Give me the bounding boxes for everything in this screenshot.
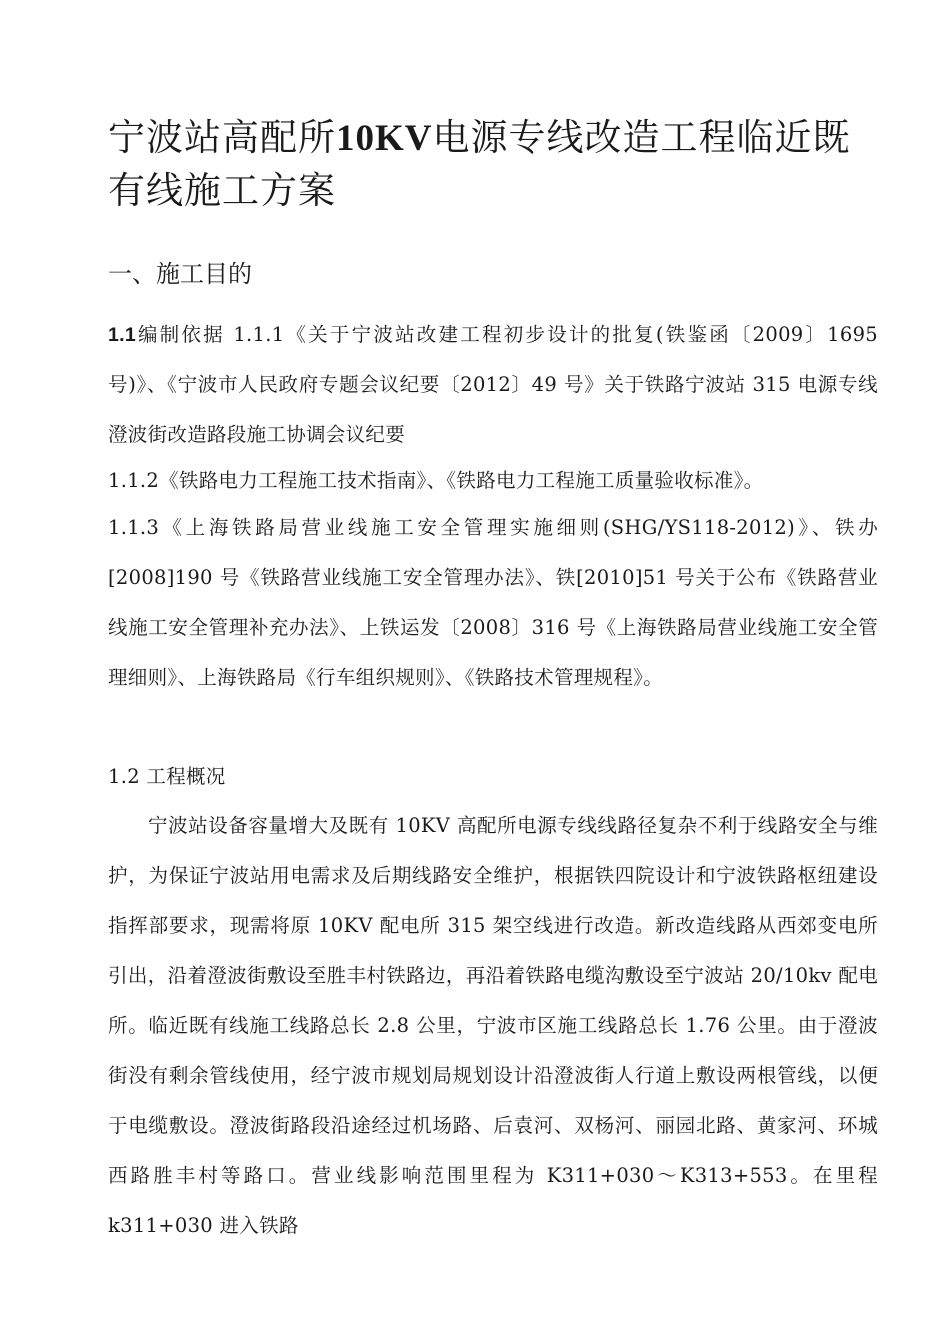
subsection-heading: 1.2 工程概况 xyxy=(108,765,226,788)
paragraph-basis xyxy=(108,310,878,460)
paragraph-text: 编制依据 1.1.1《关于宁波站改建工程初步设计的批复(铁鉴函〔2009〕1695 号)》、《宁波市人民政府专题会议纪要〔2012〕49 号》关于铁路宁波站 315 电源专线澄波街改造路段施工协调会议纪要 xyxy=(108,323,878,446)
title-part-2: 电源专线改造工程临近既有线施工方案 xyxy=(108,116,851,212)
document-title xyxy=(108,112,868,217)
paragraph-regulations: 1.1.3《上海铁路局营业线施工安全管理实施细则(SHG/YS118-2012)》、铁办[2008]190 号《铁路营业线施工安全管理办法》、铁[2010]51 号关于公布《铁路营业线施工安全管理补充办法》、上铁运发〔2008〕316 号《上海铁路局营业线施工安全管理细则》、上海铁路局《行车组织规则》、《铁路技术管理规程》。 xyxy=(108,516,878,689)
title-part-1: 宁波站高配所 xyxy=(108,116,336,159)
paragraph-overview: 宁波站设备容量增大及既有 10KV 高配所电源专线线路径复杂不利于线路安全与维护，为保证宁波站用电需求及后期线路安全维护，根据铁四院设计和宁波铁路枢纽建设指挥部要求，现需将原 10KV 配电所 315 架空线进行改造。新改造线路从西郊变电所引出，沿着澄波街敷设至胜丰村铁路边，再沿着铁路电缆沟敷设至宁波站 20/10kv 配电所。临近既有线施工线路总长 2.8 公里，宁波市区施工线路总长 1.76 公里。由于澄波街没有剩余管线使用，经宁波市规划局规划设计沿澄波街人行道上敷设两根管线，以便于电缆敷设。澄波街路段沿途经过机场路、后袁河、双杨河、丽园北路、黄家河、环城西路胜丰村等路口。营业线影响范围里程为 K311+030～K313+553。在里程 k311+030 进入铁路 xyxy=(108,814,878,1237)
title-voltage: 10KV xyxy=(336,118,433,159)
paragraph-standards: 1.1.2《铁路电力工程施工技术指南》、《铁路电力工程施工质量验收标准》。 xyxy=(108,469,764,492)
paragraph-number: 1.1 xyxy=(108,324,137,346)
section-heading: 一、施工目的 xyxy=(108,260,252,288)
